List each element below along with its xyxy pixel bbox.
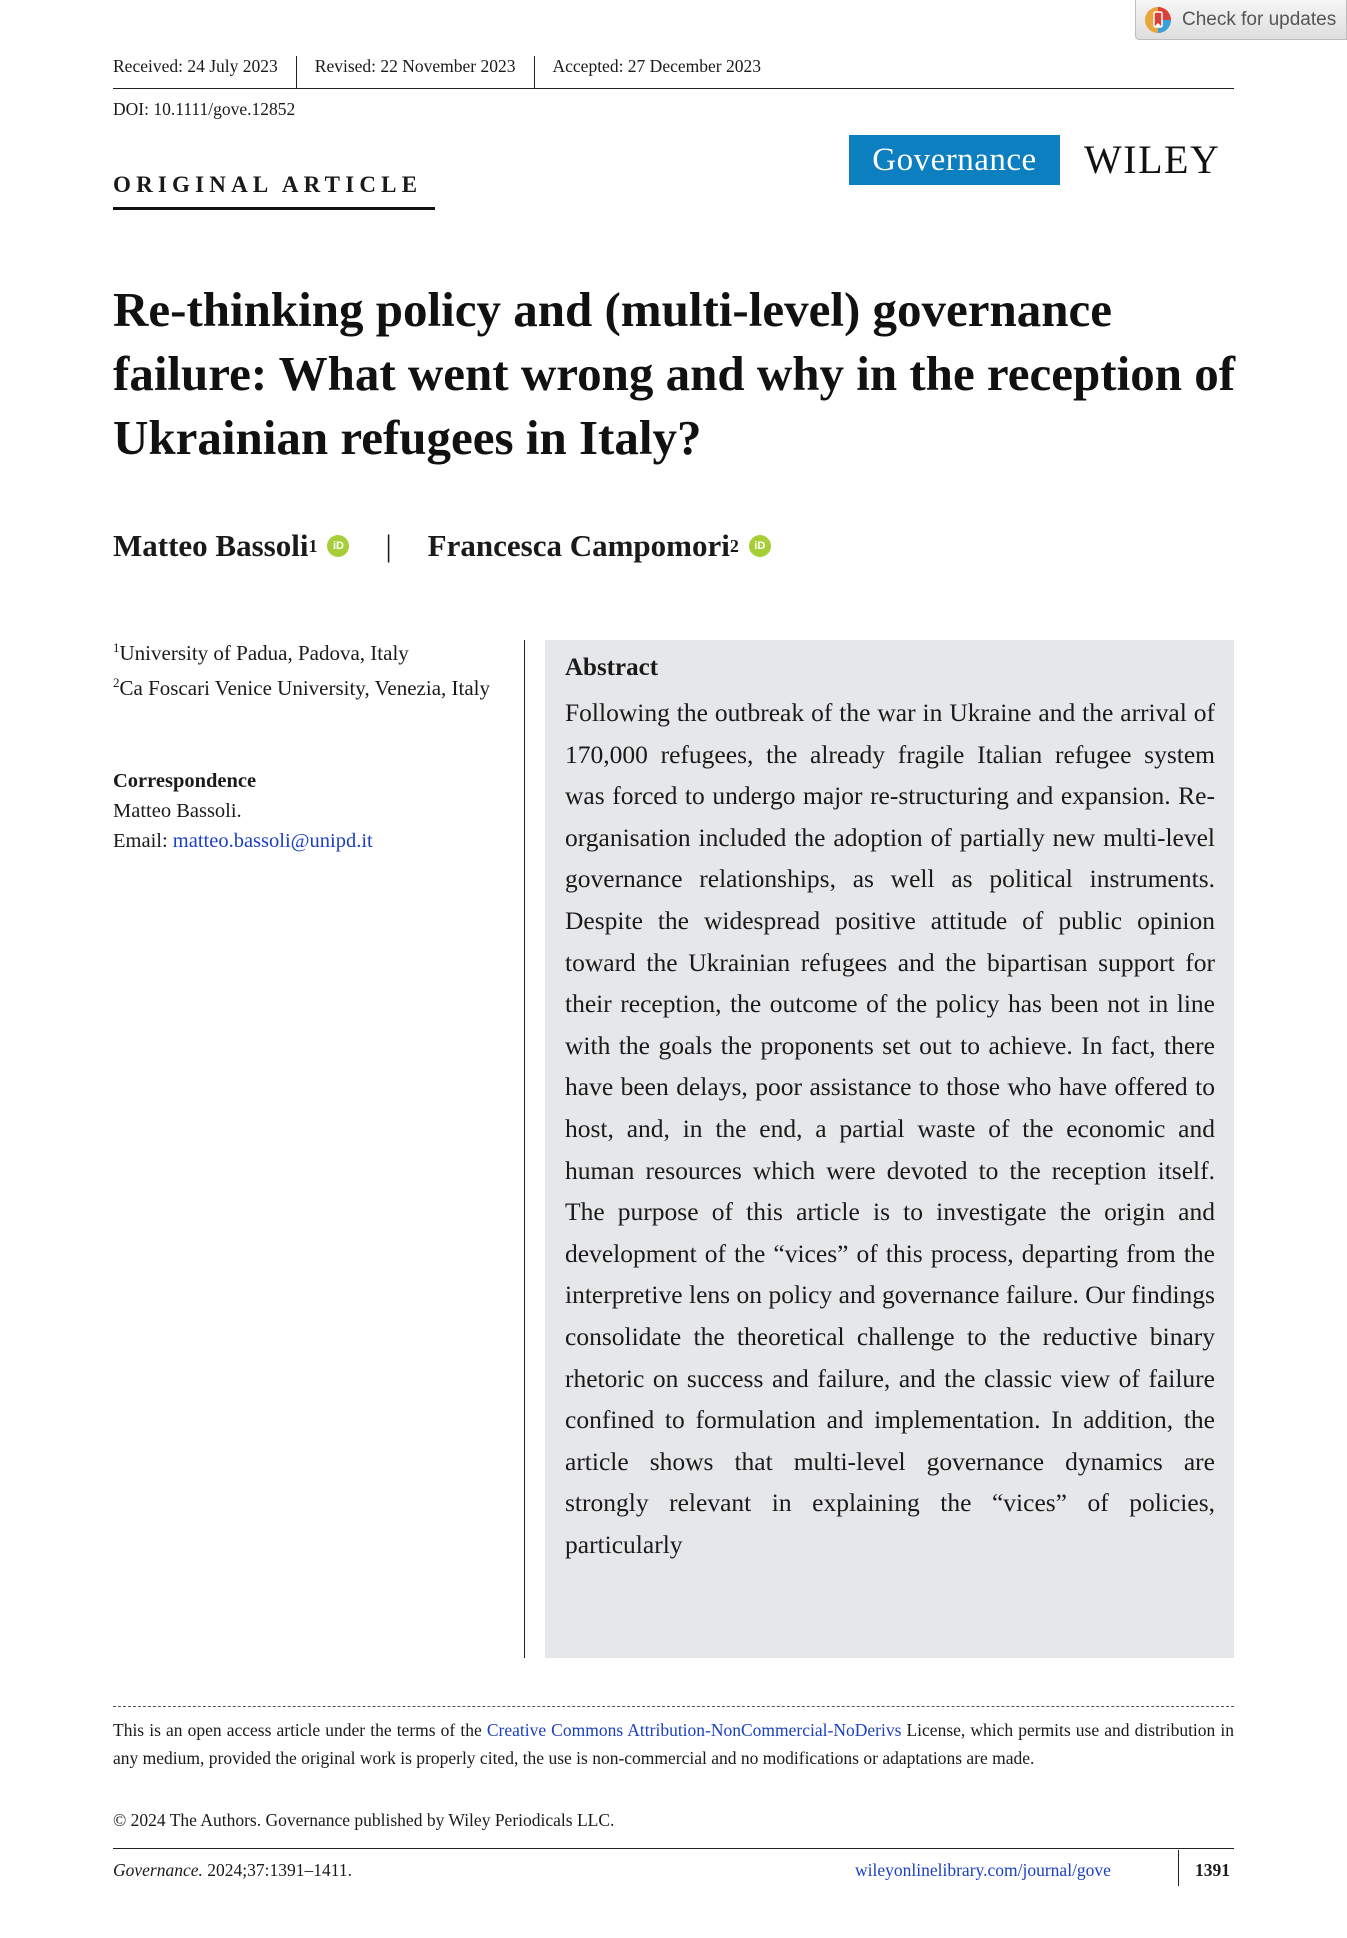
check-for-updates-label: Check for updates — [1182, 8, 1337, 30]
page-number: 1391 — [1195, 1860, 1230, 1880]
article-dates — [113, 56, 779, 88]
author-list: Matteo Bassoli 1 iD | Francesca Campomori 2 iD — [113, 528, 771, 564]
author-separator: | — [385, 528, 392, 563]
copyright: © 2024 The Authors. Governance published by Wiley Periodicals LLC. — [113, 1810, 615, 1830]
publisher-logo[interactable]: WILEY — [1084, 137, 1221, 182]
column-divider — [524, 640, 525, 1658]
orcid-icon[interactable]: iD — [327, 535, 349, 557]
correspondence-heading: Correspondence — [113, 770, 257, 792]
header-rule — [113, 88, 1234, 89]
citation: Governance. 2024;37:1391–1411. — [113, 1860, 352, 1880]
license-notice: This is an open access article under the terms of the Creative Commons Attribution-NonCommercial-NoDerivs License, which permits use and distribution in any medium, provided the original work is properly cited, the use is non-commercial and no modifications or adaptations are made. — [113, 1720, 1234, 1768]
revised-date: Revised: 22 November 2023 — [296, 56, 534, 88]
article-type: ORIGINAL ARTICLE — [113, 172, 423, 197]
article-type-underline — [113, 207, 435, 210]
author-name[interactable]: Matteo Bassoli — [113, 528, 309, 563]
footer-rule — [113, 1848, 1234, 1849]
footnote-rule — [113, 1706, 1234, 1707]
check-for-updates-button[interactable] — [1135, 0, 1347, 40]
accepted-date: Accepted: 27 December 2023 — [534, 56, 779, 88]
page-number-divider — [1178, 1850, 1179, 1886]
affiliation: $^2$Ca Foscari Venice University, Venezia, Italy — [113, 675, 491, 700]
orcid-icon[interactable]: iD — [749, 535, 771, 557]
correspondence — [113, 766, 493, 856]
journal-logo[interactable]: Governance — [849, 135, 1060, 185]
abstract-text: Following the outbreak of the war in Ukraine and the arrival of 170,000 refugees, the already fragile Italian refugee system was forced to undergo major re-structuring and expansion. Re-organisation included the adoption of partially new multi-level governance relationships, as well as political instruments. Despite the widespread positive attitude of public opinion toward the Ukrainian refugees and the bipartisan support for their reception, the outcome of the policy has been not in line with the goals the proponents set out to achieve. In fact, there have been delays, poor assistance to those who have offered to host, and, in the end, a partial waste of the economic and human resources which were devoted to the reception itself. The purpose of this article is to investigate the origin and development of the “vices” of this process, departing from the interpretive lens on policy and governance failure. Our findings consolidate the theoretical challenge to the reductive binary rhetoric on success and failure, and the classic view of failure confined to formulation and implementation. In addition, the article shows that multi-level governance dynamics are strongly relevant in explaining the “vices” of policies, particularly — [565, 698, 1215, 1559]
license-link[interactable]: Creative Commons Attribution-NonCommercial-NoDerivs — [486, 1720, 902, 1740]
email-link[interactable]: matteo.bassoli@unipd.it — [172, 830, 373, 852]
article-title: Re-thinking policy and (multi-level) governance failure: What went wrong and why in the reception of Ukrainian refugees in Italy? — [113, 282, 1236, 465]
crossmark-icon — [1144, 6, 1172, 34]
abstract-heading: Abstract — [565, 654, 659, 681]
author-name[interactable]: Francesca Campomori — [427, 528, 730, 563]
correspondence-name: Matteo Bassoli. — [113, 800, 242, 822]
doi: DOI: 10.1111/gove.12852 — [113, 99, 296, 119]
affiliations — [113, 636, 493, 703]
affiliation: $^1$University of Padua, Padova, Italy — [113, 640, 409, 665]
received-date: Received: 24 July 2023 — [113, 56, 278, 76]
journal-url-link[interactable]: wileyonlinelibrary.com/journal/gove — [855, 1860, 1111, 1880]
correspondence-email-line: Email: matteo.bassoli@unipd.it — [113, 830, 373, 852]
